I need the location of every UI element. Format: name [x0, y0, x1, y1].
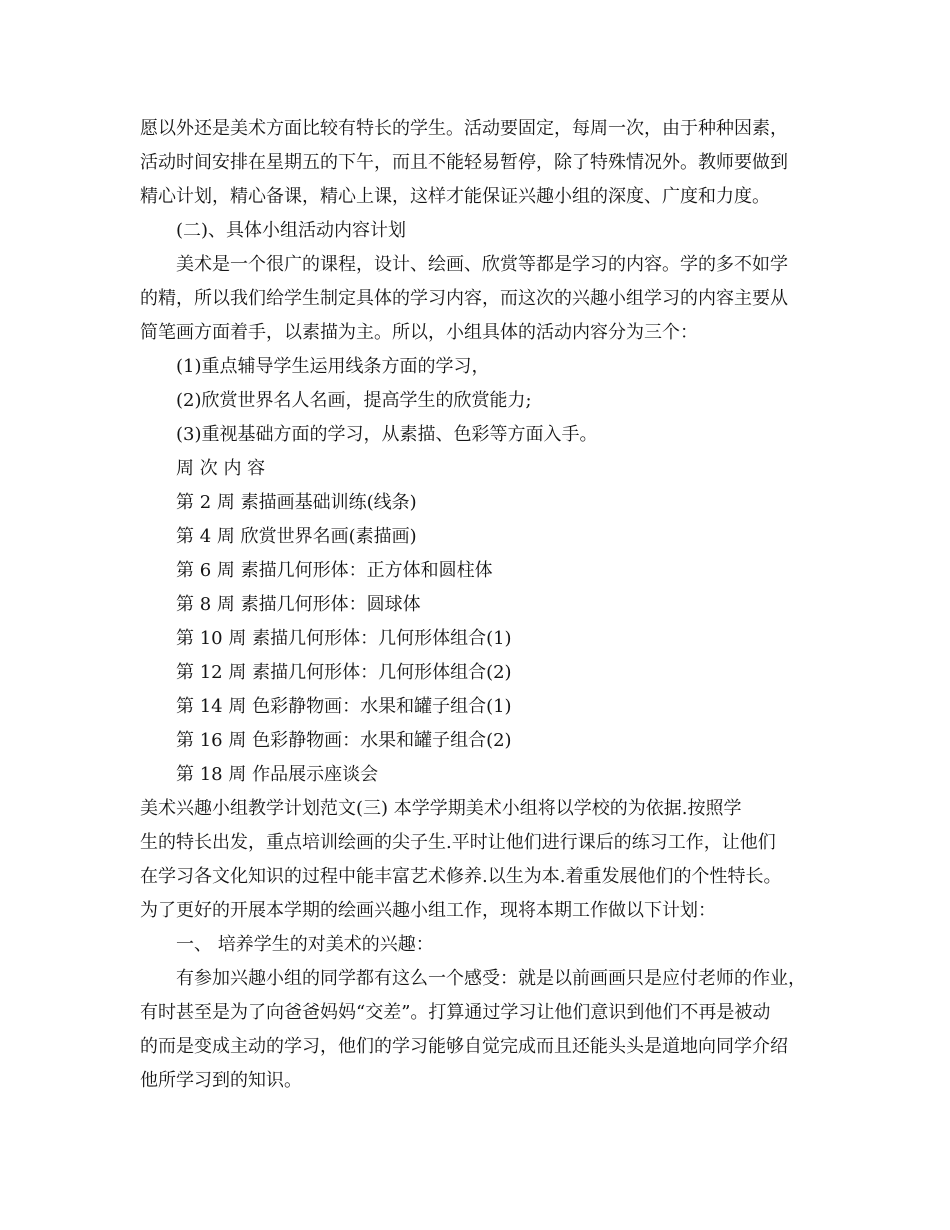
list-item: (1)重点辅导学生运用线条方面的学习，: [176, 356, 490, 377]
paragraph-line: 有时甚至是为了向爸爸妈妈“交差”。打算通过学习让他们意识到他们不再是被动: [140, 1002, 771, 1023]
schedule-row: 第 2 周 素描画基础训练(线条): [176, 492, 417, 513]
paragraph-line: 在学习各文化知识的过程中能丰富艺术修养.以生为本.着重发展他们的个性特长。: [140, 866, 782, 887]
paragraph-line: 为了更好的开展本学期的绘画兴趣小组工作，现将本期工作做以下计划：: [140, 900, 716, 921]
schedule-header: 周 次 内 容: [176, 458, 266, 479]
paragraph-line: 活动时间安排在星期五的下午，而且不能轻易暂停，除了特殊情况外。教师要做到: [140, 152, 788, 173]
paragraph-line: 美术是一个很广的课程，设计、绘画、欣赏等都是学习的内容。学的多不如学: [176, 254, 788, 275]
schedule-row: 第 6 周 素描几何形体：正方体和圆柱体: [176, 560, 493, 581]
list-item: (2)欣赏世界名人名画，提高学生的欣赏能力;: [176, 390, 532, 411]
schedule-row: 第 4 周 欣赏世界名画(素描画): [176, 526, 417, 547]
list-item: (3)重视基础方面的学习，从素描、色彩等方面入手。: [176, 424, 598, 445]
section-title-line: 美术兴趣小组教学计划范文(三) 本学学期美术小组将以学校的为依据.按照学: [140, 798, 742, 819]
paragraph-line: 的而是变成主动的学习，他们的学习能够自觉完成而且还能头头是道地向同学介绍: [140, 1036, 788, 1057]
paragraph-line: 简笔画方面着手，以素描为主。所以，小组具体的活动内容分为三个：: [140, 322, 698, 343]
paragraph-line: 生的特长出发，重点培训绘画的尖子生.平时让他们进行课后的练习工作，让他们: [140, 832, 776, 853]
paragraph-line: 精心计划，精心备课，精心上课，这样才能保证兴趣小组的深度、广度和力度。: [140, 186, 770, 207]
paragraph-line: 的精，所以我们给学生制定具体的学习内容，而这次的兴趣小组学习的内容主要从: [140, 288, 788, 309]
schedule-row: 第 16 周 色彩静物画：水果和罐子组合(2): [176, 730, 512, 751]
schedule-row: 第 10 周 素描几何形体：几何形体组合(1): [176, 628, 512, 649]
paragraph-line: 他所学习到的知识。: [140, 1070, 302, 1091]
paragraph-line: 愿以外还是美术方面比较有特长的学生。活动要固定，每周一次，由于种种因素，: [140, 118, 788, 139]
section-heading: 一、 培养学生的对美术的兴趣：: [176, 934, 434, 955]
schedule-row: 第 8 周 素描几何形体：圆球体: [176, 594, 421, 615]
schedule-row: 第 14 周 色彩静物画：水果和罐子组合(1): [176, 696, 512, 717]
section-heading: (二)、具体小组活动内容计划: [176, 220, 407, 241]
schedule-row: 第 18 周 作品展示座谈会: [176, 764, 379, 785]
schedule-row: 第 12 周 素描几何形体：几何形体组合(2): [176, 662, 512, 683]
paragraph-line: 有参加兴趣小组的同学都有这么一个感受：就是以前画画只是应付老师的作业，: [176, 968, 806, 989]
